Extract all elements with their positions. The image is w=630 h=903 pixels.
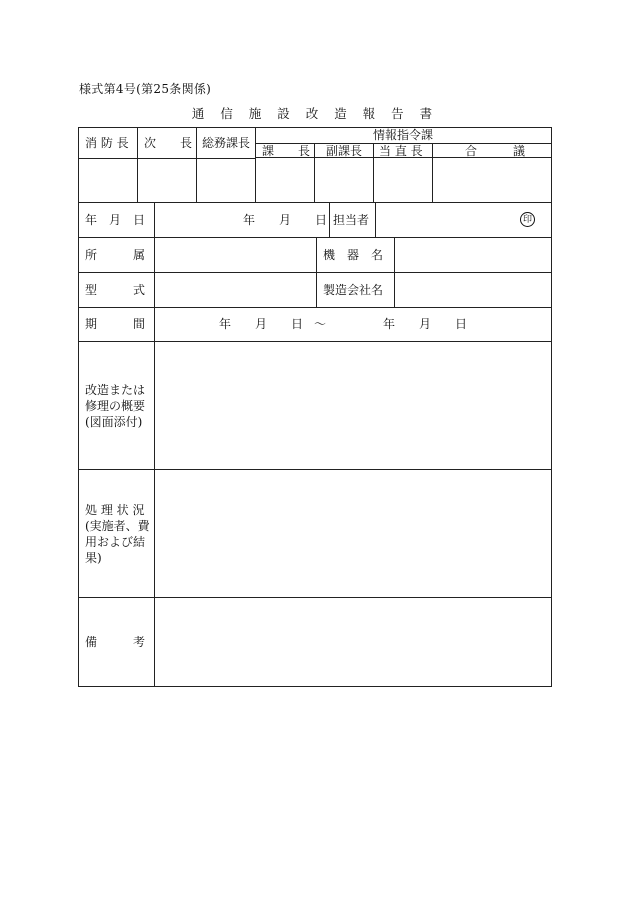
status-label-line: 果) <box>85 551 102 565</box>
equipment-name-label: 機 器 名 <box>323 248 384 262</box>
header-deputy-section-chief: 副課長 <box>326 144 363 158</box>
date-label: 年 月 日 <box>85 213 146 227</box>
period-tilde: 〜 <box>314 317 327 331</box>
form-number: 様式第4号(第25条関係) <box>79 82 212 96</box>
document-title: 通 信 施 設 改 造 報 告 書 <box>191 106 439 121</box>
form-outer-border <box>79 128 552 687</box>
header-duty-chief: 当 直 長 <box>379 144 423 158</box>
manufacturer-label: 製造会社名 <box>323 283 384 297</box>
status-label <box>85 502 150 566</box>
header-section-chief: 課 長 <box>262 144 311 158</box>
header-command-division: 情報指令課 <box>373 128 434 142</box>
status-label-line: 処 理 状 況 <box>85 503 145 517</box>
overview-label-line: 修理の概要 <box>85 399 146 413</box>
header-consultation: 合 議 <box>465 144 526 158</box>
overview-label-line: 改造または <box>85 383 146 397</box>
header-fire-chief: 消 防 長 <box>85 136 129 150</box>
seal-icon: 印 <box>520 212 535 227</box>
period-label: 期 間 <box>85 317 146 331</box>
status-label-line: (実施者、費 <box>85 519 150 533</box>
status-label-line: 用および結 <box>85 535 146 549</box>
person-in-charge-label: 担当者 <box>333 213 370 227</box>
period-end: 年 月 日 <box>383 317 468 331</box>
model-label: 型 式 <box>85 283 146 297</box>
period-start: 年 月 日 <box>219 317 304 331</box>
header-general-affairs-chief: 総務課長 <box>202 136 251 150</box>
header-deputy-chief: 次 長 <box>144 136 193 150</box>
remarks-label: 備 考 <box>85 635 146 649</box>
date-value: 年 月 日 <box>243 213 328 227</box>
overview-label <box>85 382 145 430</box>
affiliation-label: 所 属 <box>85 248 146 262</box>
overview-label-line: (図面添付) <box>85 415 143 429</box>
